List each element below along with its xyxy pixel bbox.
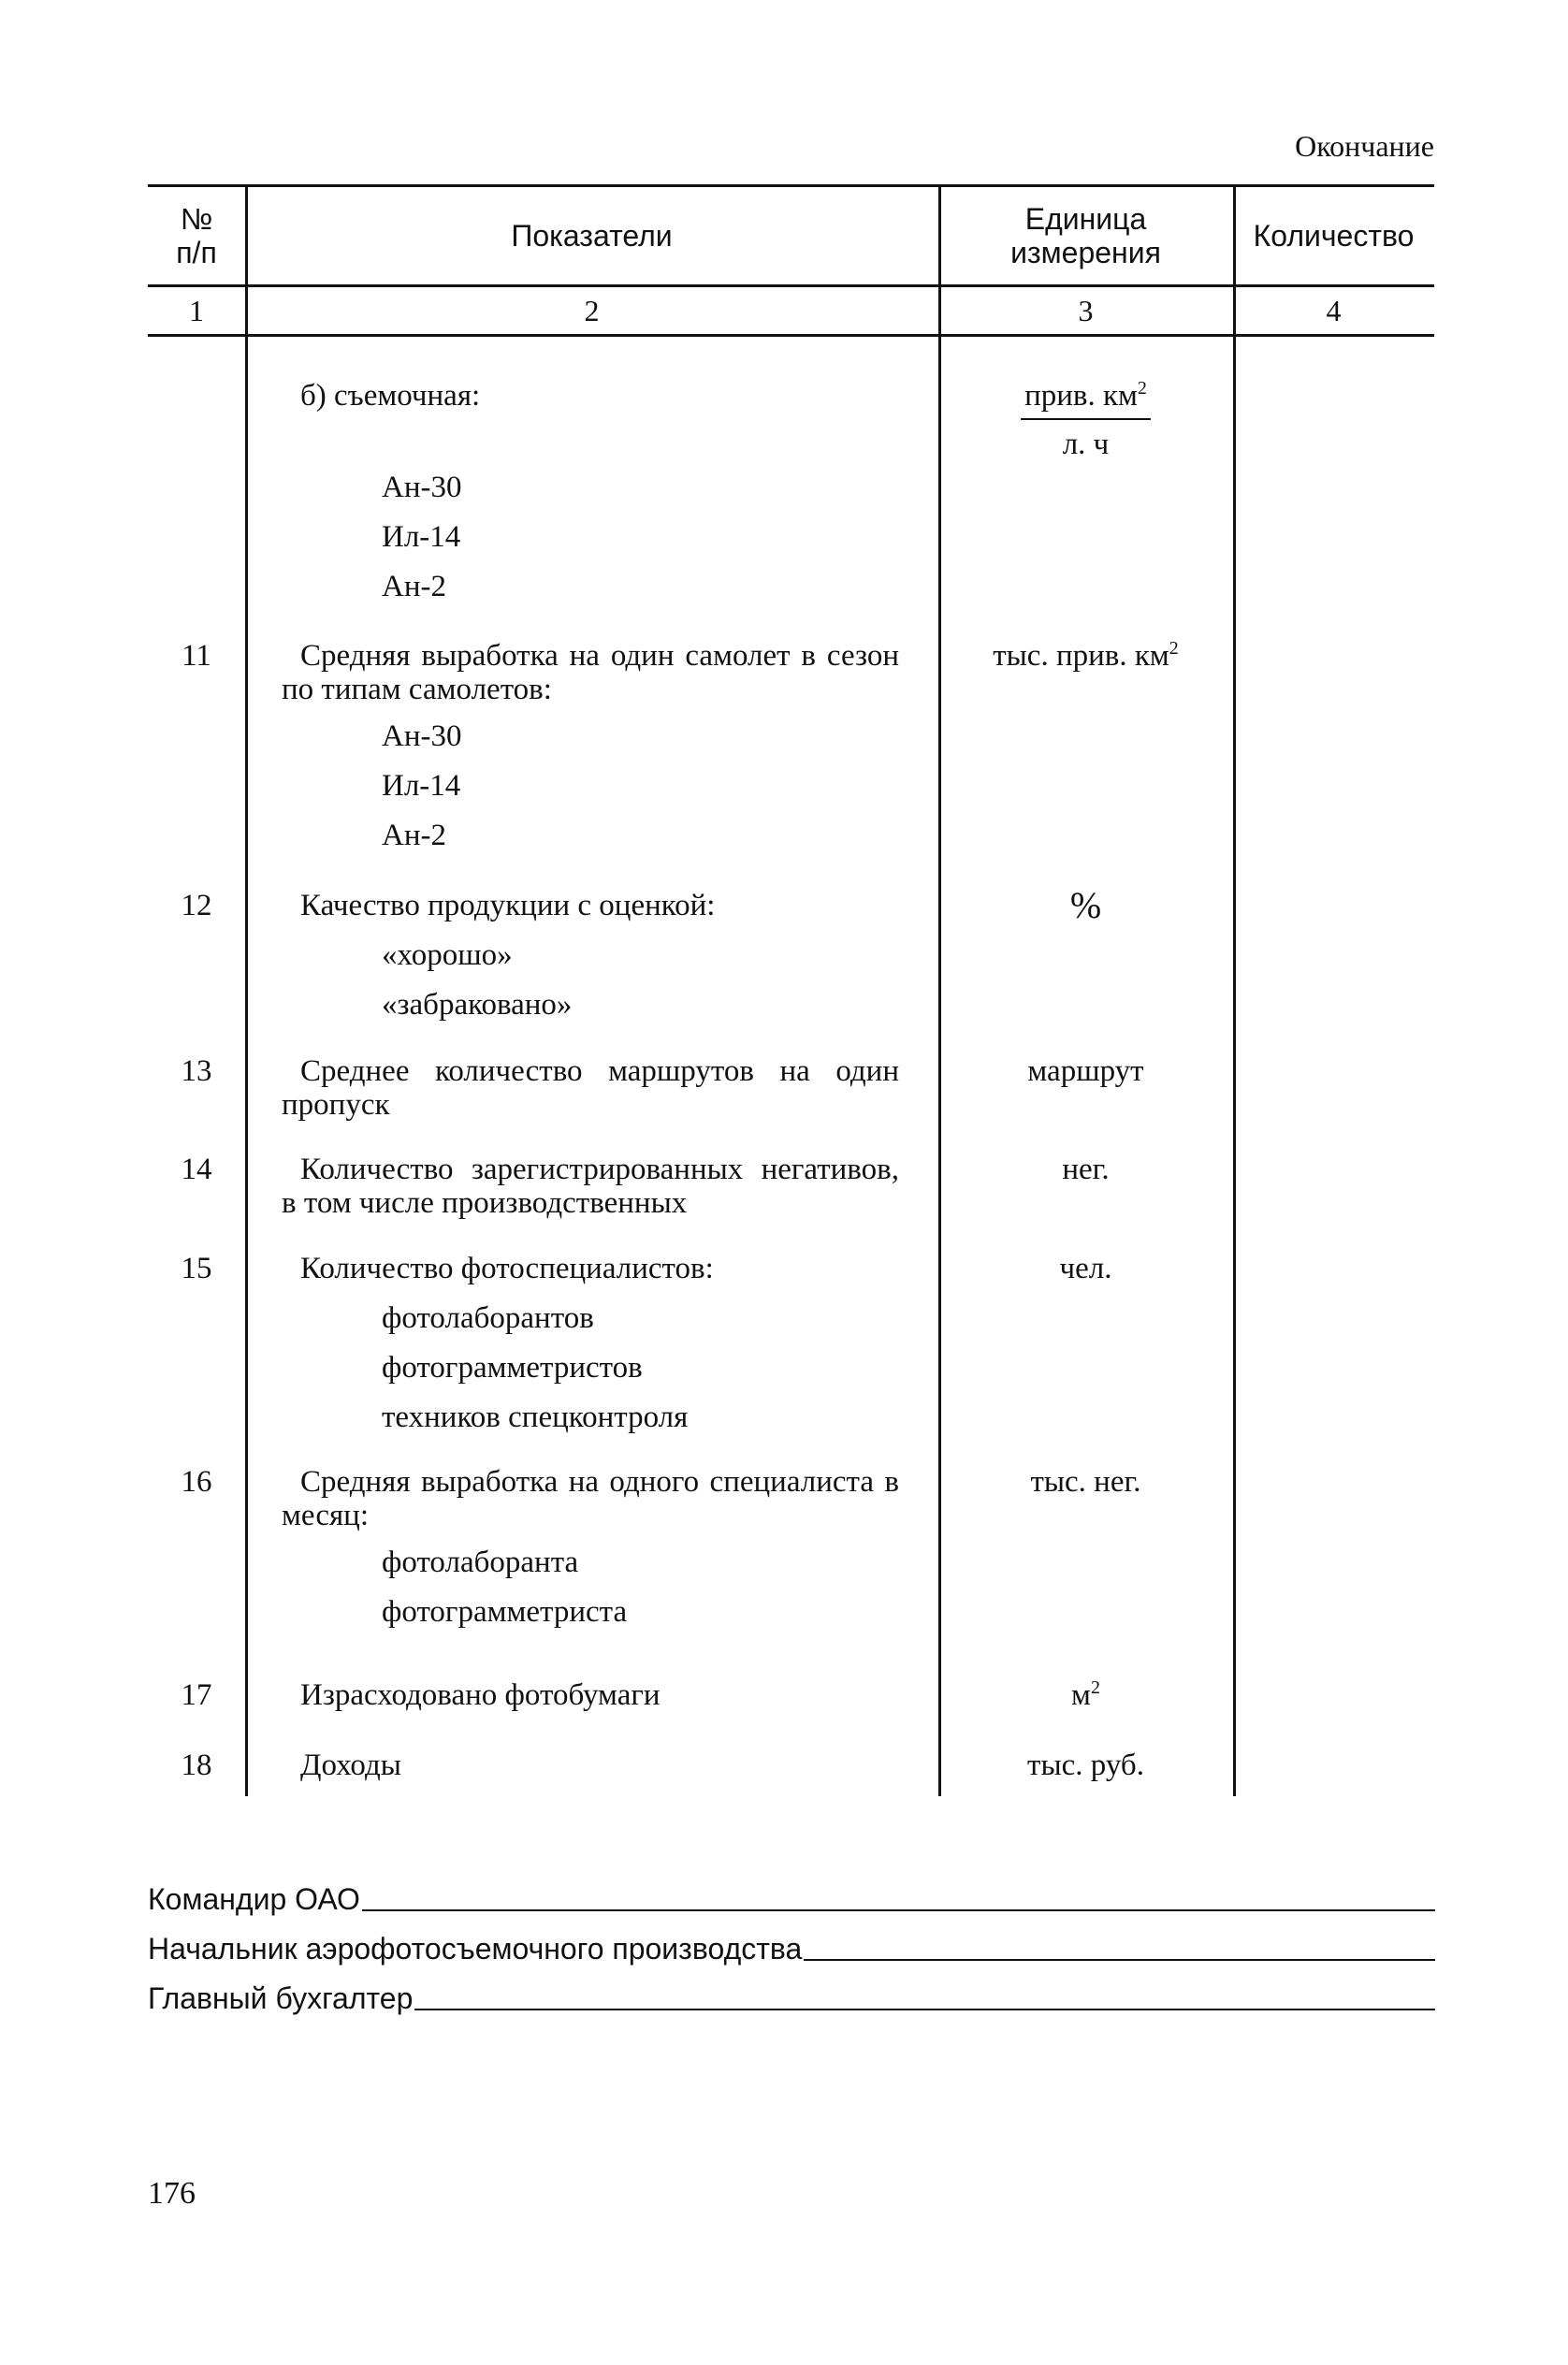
row-subitem: Ил-14 xyxy=(382,520,461,554)
row-indicator: Доходы xyxy=(300,1748,401,1782)
indicators-table xyxy=(148,184,1434,1796)
row-unit: $м^2$ xyxy=(1071,1677,1100,1712)
row-subitem: Ан-2 xyxy=(382,570,446,603)
col-number: 4 xyxy=(1326,293,1342,327)
row-unit: тыс. прив. $км^2$ xyxy=(993,638,1179,673)
signature-line[interactable] xyxy=(804,1959,1435,1961)
header-indicators: Показатели xyxy=(511,219,673,253)
signature-label: Начальник аэрофотосъемочного производства xyxy=(148,1932,803,1966)
row-number: 18 xyxy=(181,1748,212,1782)
row-unit: маршрут xyxy=(1027,1054,1144,1088)
signature-production-head xyxy=(148,1932,1435,1966)
row-unit: чел. xyxy=(1059,1252,1112,1285)
row-subitem: фотограмметристов xyxy=(382,1351,643,1385)
row-subitem: Ил-14 xyxy=(382,769,461,803)
row-unit: % xyxy=(1069,884,1102,926)
row-indicator: Среднее количество маршрутов на один пропуск xyxy=(282,1054,899,1122)
signature-label: Главный бухгалтер xyxy=(148,1981,414,2015)
row-indicator: Средняя выработка на один самолет в сезон по типам самолетов: xyxy=(282,639,899,706)
row-subitem: «хорошо» xyxy=(382,938,513,972)
col-number: 2 xyxy=(584,293,600,327)
row-subitem: фотолаборанта xyxy=(382,1545,579,1579)
row-number: 11 xyxy=(181,639,211,673)
row-number: 15 xyxy=(181,1252,212,1285)
row-subitem: фотолаборантов xyxy=(382,1301,594,1335)
signature-chief-accountant xyxy=(148,1981,1435,2016)
row-unit: тыс. нег. xyxy=(1030,1465,1141,1499)
row-unit: тыс. руб. xyxy=(1027,1748,1144,1782)
row-number: 12 xyxy=(181,889,212,922)
row-indicator: б) съемочная: xyxy=(300,379,481,413)
row-number: 16 xyxy=(181,1465,212,1499)
row-subitem: Ан-2 xyxy=(382,819,446,852)
table-header xyxy=(148,184,1434,287)
row-subitem: техников спецконтроля xyxy=(382,1400,689,1434)
header-number: № п/п xyxy=(176,202,217,269)
table-body xyxy=(148,337,1434,1796)
col-number: 1 xyxy=(189,293,204,327)
page-number: 176 xyxy=(148,2176,196,2211)
signature-line[interactable] xyxy=(414,2009,1435,2010)
row-indicator: Количество фотоспециалистов: xyxy=(300,1252,714,1285)
signature-line[interactable] xyxy=(362,1909,1435,1911)
signature-label: Командир ОАО xyxy=(148,1882,360,1916)
row-number: 14 xyxy=(181,1153,212,1186)
row-subitem: Ан-30 xyxy=(382,471,462,504)
col-number: 3 xyxy=(1078,293,1094,327)
row-indicator: Качество продукции с оценкой: xyxy=(300,889,716,922)
row-indicator: Израсходовано фотобумаги xyxy=(300,1678,661,1712)
header-unit: Единица измерения xyxy=(1010,202,1161,269)
row-subitem: фотограмметриста xyxy=(382,1595,628,1629)
row-subitem: Ан-30 xyxy=(382,719,462,753)
header-quantity: Количество xyxy=(1253,219,1415,253)
signature-commander xyxy=(148,1882,1435,1917)
row-unit: $\frac{прив. км^2}{л. ч}$ xyxy=(938,379,1233,461)
row-number: 13 xyxy=(181,1054,212,1088)
row-subitem: «забраковано» xyxy=(382,988,573,1022)
row-number: 17 xyxy=(181,1678,212,1712)
continuation-label: Окончание xyxy=(1295,129,1434,163)
row-unit: нег. xyxy=(1062,1153,1110,1186)
row-indicator: Количество зарегистрированных негативов, в том числе производственных xyxy=(282,1153,899,1220)
row-indicator: Средняя выработка на одного специалиста в месяц: xyxy=(282,1465,899,1532)
column-numbers xyxy=(148,287,1434,337)
